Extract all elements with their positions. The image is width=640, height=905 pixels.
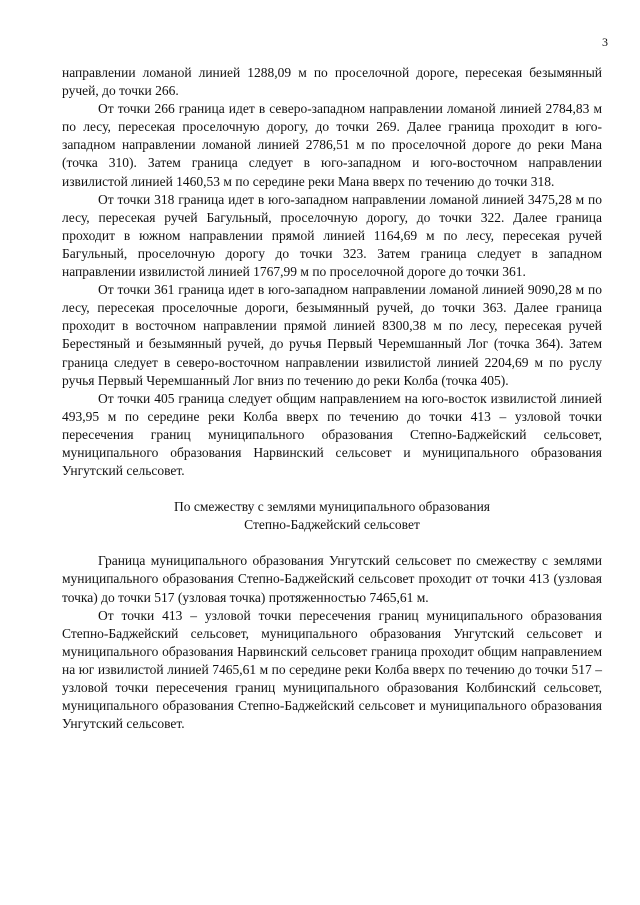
paragraph: Граница муниципального образования Унгутский сельсовет по смежеству с землями муниципального образования Степно-Баджейский сельсовет проходит от точки 413 (узловая точка) до точки 517 (узловая точка) протяженностью 7465,61 м. (62, 553, 602, 605)
page-number: 3 (602, 35, 608, 49)
section-heading-line: По смежеству с землями муниципального образования (173, 499, 491, 515)
paragraph: От точки 266 граница идет в северо-западном направлении ломаной линией 2784,83 м по лесу, пересекая проселочную дорогу, до точки 269. Далее граница проходит в юго-западном направлении ломаной линией 2786,51 м по проселочной дороге до реки Мана (точка 310). Затем граница следует в юго-западном и юго-восточном направлении извилистой линией 1460,53 м по середине реки Мана вверх по течению до точки 318. (62, 101, 602, 189)
paragraph: От точки 318 граница идет в юго-западном направлении ломаной линией 3475,28 м по лесу, пересекая ручей Багульный, проселочную дорогу, до точки 322. Далее граница проходит в южном направлении прямой линией 1164,69 м по лесу, пересекая ручей Багульный, проселочную дорогу до точки 323. Затем граница следует в западном направлении извилистой линией 1767,99 м по проселочной дороге до точки 361. (62, 191, 602, 280)
section-heading-line: Степно-Баджейский сельсовет (244, 517, 420, 533)
paragraph: От точки 413 – узловой точки пересечения границ муниципального образования Степно-Баджейский сельсовет, муниципального образования Унгутский сельсовет и муниципального образования Нарвинский сельсовет граница проходит общим направлением на юг извилистой линией 7465,61 м по середине реки Колба вверх по течению до точки 517 – узловой точки пересечения границ муниципального образования Колбинский сельсовет, муниципального образования Степно-Баджейский сельсовет и муниципального образования Унгутский сельсовет. (62, 607, 602, 732)
paragraph: От точки 361 граница идет в юго-западном направлении ломаной линией 9090,28 м по лесу, пересекая проселочные дороги, безымянный ручей, до точки 363. Далее граница проходит в восточном направлении прямой линией 8300,38 м по лесу, пересекая ручей Берестяный и безымянный ручей, до ручья Первый Черемшанный Лог (точка 364). Затем граница следует в северо-восточном направлении извилистой линией 2204,69 м по руслу ручья Первый Черемшанный Лог вниз по течению до реки Колба (точка 405). (62, 282, 602, 388)
section-heading (62, 498, 602, 534)
document-body (62, 64, 602, 733)
paragraph: направлении ломаной линией 1288,09 м по проселочной дороге, пересекая безымянный ручей, до точки 266. (62, 65, 602, 99)
paragraph: От точки 405 граница следует общим направлением на юго-восток извилистой линией 493,95 м по середине реки Колба вверх по течению до точки 413 – узловой точки пересечения границ муниципального образования Степно-Баджейский сельсовет, муниципального образования Нарвинский сельсовет и муниципального образования Унгутский сельсовет. (62, 390, 602, 479)
